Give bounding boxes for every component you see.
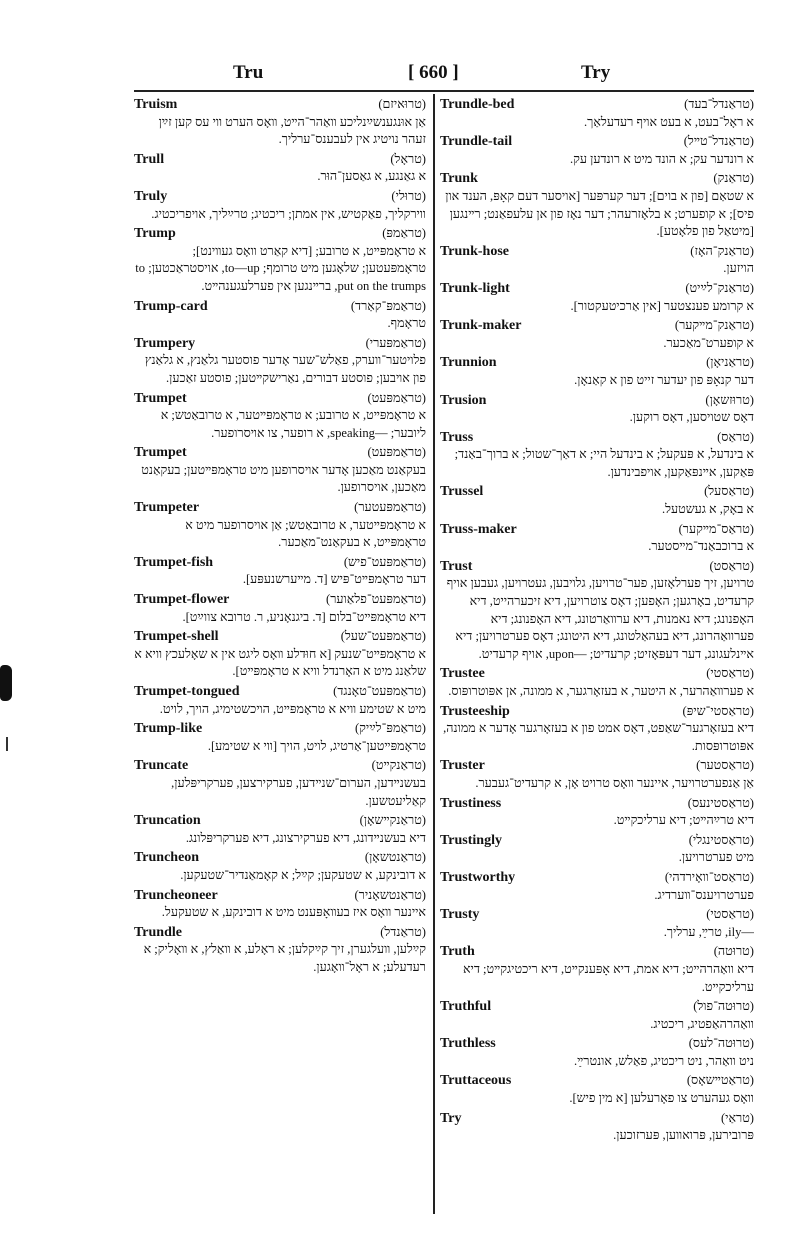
entry-pronunciation: (טראַנדל) [380, 924, 426, 939]
entry-headword: Truncate [134, 758, 189, 774]
entry-headword: Trumpet-flower [134, 592, 230, 608]
entry-definition: דיא בעשנײדונג, דיא פערקירצונג, דיא פערקריפּלונג. [185, 830, 426, 845]
entry-pronunciation: (טראָל) [390, 151, 426, 166]
entry-pronunciation: (טראַנדל־טײל) [683, 134, 754, 149]
entry-pronunciation: (טראַסט־װאָירדהי) [664, 869, 754, 884]
entry-definition: דיא װאַהרהײט; דיא אמת, דיא אָפּענקײט, דיא ריכטיגקײט; דיא ערליכקײט. [462, 961, 754, 994]
entry-definition: דער קנאָפּ פון יעדער זייט פון א קאַנאָן. [574, 372, 754, 387]
entry-headword: Try [440, 1110, 462, 1126]
entry-definition: הויזען. [723, 261, 754, 276]
entry-pronunciation: (טראַמפּ־לײַיק) [354, 721, 426, 736]
entry-headword: Trunnion [440, 355, 497, 371]
entry-pronunciation: (טראַסעל) [704, 484, 754, 499]
entry-headword: Trunk-maker [440, 318, 522, 334]
dictionary-entry [440, 906, 754, 941]
entry-pronunciation: (טראַמפּעט־פיש) [343, 554, 426, 569]
entry-definition: װאָס געהערט צו פאָרעלען [א מין פיש]. [569, 1091, 754, 1106]
entry-headword: Trustee [440, 666, 485, 682]
entry-headword: Trundle [134, 924, 182, 940]
entry-definition: פלויטער־װערק, פאַלש־שער אָדער פוסטער גלאַנץ, א גלאַנץ פון אױבען; פוסטע דבורים, נאַרישקײטען; פוסטע זאַכען. [144, 353, 426, 385]
entry-definition: קײַלען, װעלגערן, זיך קײַקלען; א ראָלע, א װאַלץ, א װאָליק; א רעדעלע; א ראָל־װאָגען. [143, 942, 426, 974]
entry-pronunciation: (טראַסטי) [706, 907, 754, 922]
dictionary-entry [134, 298, 426, 333]
dictionary-entry [440, 96, 754, 131]
entry-headword: Truthless [440, 1036, 496, 1052]
dictionary-entry [134, 849, 426, 884]
entry-headword: Trusion [440, 392, 487, 408]
entry-headword: Trustworthy [440, 869, 516, 885]
entry-pronunciation: (טראַסטי) [706, 666, 754, 681]
dictionary-entry [134, 887, 426, 922]
entry-headword: Truttaceous [440, 1073, 512, 1089]
dictionary-entry [134, 924, 426, 977]
dictionary-entry [440, 317, 754, 352]
entry-definition: דיא בעזאָרגער־שאַפט, דאָס אמט פון א בעזאָרגער אָדער א ממונה, אפּוטרופּסות. [443, 721, 754, 753]
entry-headword: Truss-maker [440, 521, 517, 537]
entry-pronunciation: (טראַסטינעס) [687, 795, 754, 810]
binding-mark [0, 665, 12, 701]
dictionary-entry [440, 280, 754, 315]
right-column [440, 96, 754, 1214]
dictionary-entry [440, 243, 754, 278]
dictionary-entry [440, 1035, 754, 1070]
entry-definition: ניט װאַהר, ניט ריכטיג, פאַלש, אונטרײַ. [573, 1053, 754, 1068]
entry-definition: דיא טראָמפּײט־בלום [ד. ביגנאָניע, ר. טרובא צווײַט]. [182, 609, 426, 624]
entry-headword: Trumpet [134, 445, 187, 461]
entry-headword: Trumpery [134, 335, 196, 351]
dictionary-entry [440, 558, 754, 664]
entry-headword: Truncheoneer [134, 887, 218, 903]
dictionary-entry [440, 521, 754, 556]
entry-pronunciation: (טראַמפּעט) [367, 390, 426, 405]
entry-pronunciation: (טראַנק־האָז) [690, 243, 754, 258]
dictionary-entry [134, 720, 426, 755]
entry-pronunciation: (טראַמפּעט־שעל) [340, 629, 426, 644]
entry-pronunciation: (טראַי) [720, 1110, 754, 1125]
entry-headword: Trundle-bed [440, 97, 515, 112]
entry-definition: א טראָמפּײט, א טרובע; א טראָמפּײטער, א טרובאַטש; א ליובער; —speaking, א רופער, צו אױסרופער. [160, 408, 426, 440]
entry-definition: א דובינקע, א שטעקען; קײַל; א קאָמאַנדיר־שטעקען. [180, 867, 426, 882]
dictionary-entry [440, 832, 754, 867]
dictionary-entry [440, 1072, 754, 1107]
left-column [134, 96, 426, 1214]
entry-headword: Trust [440, 558, 473, 574]
header-rule [134, 90, 754, 92]
entry-pronunciation: (טראַניאָן) [706, 355, 754, 370]
entry-definition: בעשנײדען, הערום־שנײדען, פערקירצען, פערקריפּלען, קאַליעטשען. [171, 775, 426, 808]
entry-definition: איינער װאָס איז בעװאָפּענט מיט א דובינקע, א שטעקעל. [161, 905, 426, 920]
entry-pronunciation: (טרוּלי) [391, 188, 426, 203]
entry-definition: —ily, טרײַ, ערליך. [663, 924, 754, 939]
entry-headword: Trunk-light [440, 280, 510, 296]
entry-definition: טרויען, זיך פערלאָזען, פער־טרויען, גלויבען, געטרויען, געבען אויף קרעדיט, באָרגען; האָפען; דאָס צוטרויען, דיא זיכערהייט, דיא האָפנונג; דיא נאמנות, דיא ערװאַרטונג, דיא האָפנונג; דיא פערװאַהרונג, דיא בעהאַלטונג, דיא היטונג; דאָס פערטרויען; דיא אײנלעגונג, דער דעפּאָזיט; קרעדיט; —upon, אויף קרעדיט. [446, 576, 754, 661]
entry-pronunciation: (טראַנק־מײקער) [674, 318, 754, 333]
dictionary-entry [440, 703, 754, 756]
entry-definition: טראָמף. [387, 316, 426, 331]
dictionary-entry [134, 335, 426, 388]
running-head-left: Tru [233, 62, 264, 83]
entry-pronunciation: (טראַמפּערי) [365, 335, 426, 350]
entry-pronunciation: (טראַסטינגלי) [688, 832, 754, 847]
entry-definition: בעקאַנט מאַכען אָדער אויסרופען מיט טראָמפּײטען; בעקאַנט מאַכען, אויסרופען. [141, 462, 426, 495]
entry-pronunciation: (טראַנקײט) [371, 758, 426, 773]
dictionary-entry [134, 225, 426, 295]
entry-definition: א טראָמפּײטער, א טרובאַטש; אַן אויסרופער מיט א טראָמפּײט, א בעקאַנט־מאַכער. [185, 517, 426, 550]
entry-definition: מיט א שטימע װיא א טראָמפּײט, הױכשטימיג, הויך, לויט. [159, 701, 426, 716]
entry-pronunciation: (טראַס־מײקער) [678, 521, 754, 536]
entry-definition: אַן אַנפערטרויער, איינער װאָס טרויט אָן, א קרעדיט־געבער. [475, 775, 754, 790]
entry-pronunciation: (טראַנדל־בעד) [684, 97, 754, 111]
running-head-right: Try [581, 62, 611, 83]
entry-headword: Trumpeter [134, 500, 200, 516]
entry-pronunciation: (טראַמפּעט־פלאַוער) [326, 592, 426, 607]
entry-definition: פערטרויענס־װערדיג. [654, 887, 754, 902]
entry-headword: Truly [134, 188, 168, 204]
entry-headword: Truster [440, 758, 485, 774]
entry-definition: א באָק, א געשטעל. [661, 502, 754, 517]
entry-definition: א רונדער עק; א הונד מיט א רונדען עק. [569, 151, 754, 166]
entry-pronunciation: (טראַמפּעט־טאָנגד) [333, 684, 426, 698]
dictionary-entry [134, 591, 426, 626]
column-divider [433, 94, 435, 1214]
entry-definition: טראָמפּײטען־אַרטיג, לויט, הויך [װי א שטימע]. [207, 738, 426, 753]
dictionary-entry [134, 390, 426, 443]
dictionary-entry [134, 683, 426, 718]
entry-pronunciation: (טראַסט) [709, 558, 754, 573]
entry-headword: Trull [134, 151, 165, 167]
dictionary-entry [440, 795, 754, 830]
entry-headword: Trump-card [134, 298, 208, 314]
dictionary-entry [134, 757, 426, 810]
entry-definition: א ברוכבאַנד־מײסטער. [648, 539, 754, 554]
entry-headword: Truncheon [134, 850, 200, 866]
entry-pronunciation: (טרוּטה־פול) [693, 999, 754, 1014]
entry-pronunciation: (טראַסטער) [696, 758, 754, 773]
entry-pronunciation: (טרוּטה) [713, 944, 754, 959]
entry-definition: װאַהרהאַפטיג, ריכטיג. [650, 1016, 754, 1031]
entry-definition: א טראָמפּײט, א טרובע; [דיא קאַרט װאָס געװינט]; טראָמפּעטען; שלאָגען מיט טרומף; to—up, אויסטראַכטען; to put on the trumps, ברײנגען אין פערלעגענהײט. [135, 243, 426, 293]
entry-headword: Trunk-hose [440, 243, 509, 259]
entry-headword: Trusteeship [440, 703, 510, 719]
entry-definition: דאָס שטויסען, דאָס רוקען. [629, 410, 754, 425]
entry-headword: Trump [134, 226, 176, 242]
entry-definition: פּרובירען, פּרואװען, פּערזוכען. [613, 1128, 754, 1143]
entry-definition: װירקליך, פאַקטיש, אין אמתן; ריכטיג; טרײַליך, אויפריכטיג. [151, 206, 426, 221]
entry-pronunciation: (טראַנטשאָניר) [354, 887, 426, 902]
entry-headword: Trunk [440, 171, 478, 187]
entry-definition: מיט פערטרויען. [678, 850, 754, 865]
entry-pronunciation: (טראַס) [717, 429, 754, 444]
margin-tick [6, 737, 8, 751]
entry-definition: א גאַנגע, א גאַסען־הוּר. [317, 169, 426, 184]
dictionary-entry [440, 170, 754, 240]
dictionary-entry [440, 483, 754, 518]
entry-headword: Trumpet-tongued [134, 684, 240, 699]
entry-headword: Trustingly [440, 832, 502, 848]
entry-definition: א בינדעל, א פּעקעל; א בינדעל היי; א דאַך־שטול; א ברוך־באַנד; פּאַקען, אײנפּאַקען, אויפבינדען. [454, 447, 754, 479]
entry-definition: א קופערט־מאַכער. [663, 335, 754, 350]
entry-pronunciation: (טראַסטי־שיפּ) [682, 703, 754, 718]
entry-headword: Trussel [440, 484, 484, 500]
entry-definition: א טראָמפּײט־שנעק [א חוּדלע װאָס ליגט אין א שאָלעכץ װיא א שלאַנג מיט א האָרנדל װיא א טראָמפּײט]. [134, 646, 426, 679]
dictionary-entry [440, 998, 754, 1033]
entry-headword: Truss [440, 429, 474, 445]
dictionary-entry [134, 499, 426, 552]
dictionary-entry [134, 96, 426, 149]
entry-pronunciation: (טראַמפּ) [382, 226, 426, 241]
entry-pronunciation: (טראַנק) [713, 171, 754, 186]
dictionary-entry [440, 354, 754, 389]
entry-definition: א קרומע פענצטער [אין אַרכיטעקטור]. [570, 298, 754, 313]
dictionary-entry [134, 812, 426, 847]
entry-headword: Truncation [134, 813, 201, 829]
entry-headword: Trumpet-fish [134, 554, 214, 570]
entry-pronunciation: (טראַמפּ־קאַרד) [350, 298, 426, 313]
entry-pronunciation: (טרוּאיזם) [378, 97, 426, 111]
dictionary-entry [440, 869, 754, 904]
entry-definition: א ראָל־בעט, א בעט אויף רעדעלאַך. [584, 114, 754, 129]
entry-headword: Truism [134, 97, 178, 112]
entry-headword: Trumpet [134, 390, 187, 406]
page-header [0, 62, 788, 88]
dictionary-entry [134, 444, 426, 497]
dictionary-entry [440, 1110, 754, 1145]
entry-headword: Trumpet-shell [134, 629, 219, 645]
entry-headword: Truthful [440, 999, 492, 1015]
page-number: [ 660 ] [408, 62, 459, 83]
entry-pronunciation: (טרוּזשאָן) [705, 392, 754, 407]
dictionary-entry [440, 392, 754, 427]
entry-pronunciation: (טראַנקײשאָן) [359, 813, 426, 828]
dictionary-entry [440, 665, 754, 700]
dictionary-entry [134, 188, 426, 223]
entry-headword: Trusty [440, 907, 480, 923]
entry-pronunciation: (טראַטײשאָס) [686, 1073, 754, 1088]
entry-pronunciation: (טראַמפּעטער) [354, 500, 426, 515]
dictionary-entry [440, 943, 754, 996]
entry-definition: דיא טרײַהײט; דיא ערליכקײט. [613, 813, 754, 828]
dictionary-entry [440, 429, 754, 482]
dictionary-entry [440, 133, 754, 168]
entry-pronunciation: (טראַנטשאָן) [364, 850, 426, 865]
entry-headword: Trump-like [134, 721, 203, 737]
dictionary-entry [134, 554, 426, 589]
entry-definition: א פערװאַהרער, א היטער, א בעזאָרגער, א ממונה, אן אפּוטרופּוס. [448, 684, 754, 698]
dictionary-entry [134, 628, 426, 681]
entry-headword: Trustiness [440, 795, 502, 811]
entry-pronunciation: (טרוּטה־לעס) [688, 1036, 754, 1051]
entry-pronunciation: (טראַמפּעט) [367, 445, 426, 460]
dictionary-entry [440, 757, 754, 792]
dictionary-entry [134, 151, 426, 186]
entry-definition: דער טראָמפּײט־פּיש [ד. מײערשנעפּע]. [242, 572, 426, 587]
entry-definition: א שטאַם [פון א בוים]; דער קערפּער [אויסער דעם קאָפּ, הענד און פיס]; א קופערט; א בלאָזרעהר; דער נאָז פון אן עלעפאַנט; רײנגען [מיטאַל פון פלאָטע]. [445, 188, 754, 239]
entry-definition: אַן אוּנגענשײַנליכע װאַהר־הײט, װאָס הערט װי עס קען זײַן זעהר נויטיג אין לעבענס־ערליך. [158, 114, 426, 147]
entry-pronunciation: (טראַנק־לײַיט) [685, 280, 754, 295]
entry-headword: Trundle-tail [440, 134, 513, 150]
entry-headword: Truth [440, 944, 475, 960]
